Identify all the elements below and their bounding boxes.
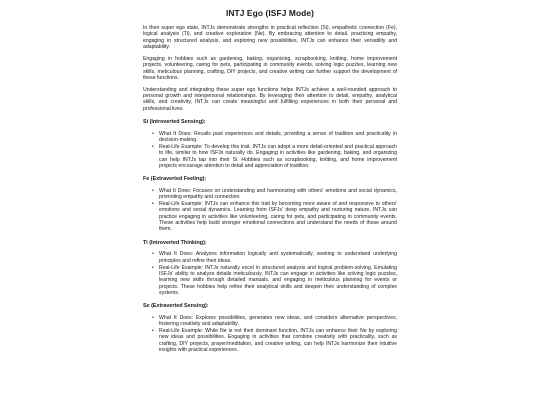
bullet-list-se xyxy=(143,315,397,354)
list-item: • What It Does: Explores possibilities, generates new ideas, and considers alternative perspectives, fostering creativity and adaptability. xyxy=(159,315,397,328)
section-heading-si: Si (Introverted Sensing): xyxy=(143,119,206,126)
section-heading-se: Se (Extraverted Sensing): xyxy=(143,303,209,310)
section-heading-fe: Fe (Extraverted Feeling): xyxy=(143,176,207,183)
list-item: • What It Does: Analyzes information logically and systematically, seeking to understand underlying principles and refine their ideas. xyxy=(159,251,397,264)
document-page xyxy=(143,8,397,356)
bullet-list-ti xyxy=(143,251,397,296)
list-item: • Real-Life Example: INTJs naturally excel in structured analysis and logical problem-solving. Emulating ISFJs' ability to analyze details meticulously, INTJs can engage in activities like solving logic puzzles, learning new skills through detailed manuals, and engaging in meticulous planning for events or projects. These hobbies help refine their analytical skills and deepen their understanding of complex systems. xyxy=(159,265,397,297)
bullet-list-si xyxy=(143,131,397,170)
list-item: • What It Does: Focuses on understanding and harmonizing with others' emotions and social dynamics, promoting empathy and connection. xyxy=(159,188,397,201)
page-title: INTJ Ego (ISFJ Mode) xyxy=(225,8,315,18)
list-item: • What It Does: Recalls past experiences and details, providing a sense of tradition and practicality in decision-making. xyxy=(159,131,397,144)
list-item: • Real-Life Example: While Ne is not their dominant function, INTJs can enhance their Ne by exploring new ideas and possibilities. Engaging in activities that combine creativity with practicality, such as crafting, DIY projects, prayer/meditation, and creative writing, can help INTJs harmonize their intuitive insights with practical experiences. xyxy=(159,328,397,353)
hobbies-paragraph: Engaging in hobbies such as gardening, baking, organizing, scrapbooking, knitting, home improvement projects, volunteering, caring for pets, participating in community events, solving logic puzzles, learning new skills, meticulous planning, crafting, DIY projects, and creative writing can further support the development of these functions. xyxy=(143,55,397,81)
bullet-list-fe xyxy=(143,188,397,233)
section-heading-ti: Ti (Introverted Thinking): xyxy=(143,239,207,246)
intro-paragraph: In their super ego state, INTJs demonstrate strengths in practical reflection (Si), empathetic connection (Fe), logical analysis (Ti), and creative exploration (Ne). By embracing attention to detail, practicing empathy, engaging in structured analysis, and exploring new possibilities, INTJs can enhance their versatility and adaptability. xyxy=(143,25,397,51)
list-item: • Real-Life Example: INTJs can enhance this trait by becoming more aware of and responsive to others' emotions and social dynamics. Learning from ISFJs' deep empathy and nurturing nature, INTJs can practice engaging in activities like volunteering, caring for pets, and participating in community events. These activities help build stronger emotional connections and understand the needs of those around them. xyxy=(159,201,397,233)
integration-paragraph: Understanding and integrating these super ego functions helps INTJs achieve a well-rounded approach to personal growth and interpersonal relationships. By leveraging their attention to detail, empathy, analytical skills, and creativity, INTJs can create meaningful and fulfilling experiences in both their personal and professional lives. xyxy=(143,86,397,112)
list-item: • Real-Life Example: To develop this trait, INTJs can adopt a more detail-oriented and practical approach to life, similar to how ISFJs naturally do. Engaging in activities like gardening, baking, and organizing can help INTJs tap into their Si. Hobbies such as scrapbooking, knitting, and home improvement projects encourage attention to detail and appreciation of tradition. xyxy=(159,144,397,169)
